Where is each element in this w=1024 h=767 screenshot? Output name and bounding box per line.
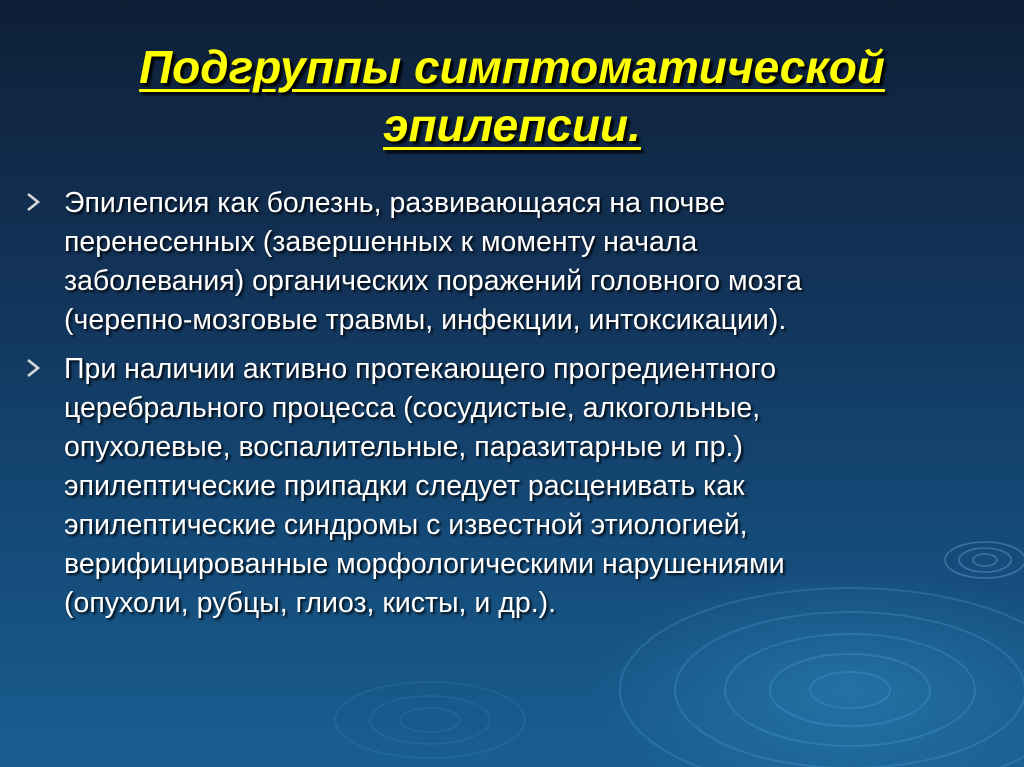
- slide-title: [40, 38, 984, 154]
- slide-title-line-2: эпилепсии.: [383, 99, 641, 151]
- bullet-item: [22, 184, 982, 340]
- bullet-list: [22, 184, 982, 633]
- chevron-right-icon: [22, 190, 46, 214]
- bullet-item: [22, 350, 982, 623]
- slide-title-line-1: Подгруппы симптоматической: [139, 41, 885, 93]
- bullet-text: Эпилепсия как болезнь, развивающаяся на почве перенесенных (завершенных к моменту начала заболевания) органических поражений головного мозга (черепно-мозговые травмы, инфекции, интоксикации).: [64, 187, 802, 336]
- chevron-right-icon: [22, 356, 46, 380]
- bullet-text: При наличии активно протекающего прогредиентного церебрального процесса (сосудистые, алкогольные, опухолевые, воспалительные, паразитарные и пр.) эпилептические припадки следует расценивать как эпилептические синдромы с известной этиологией, верифицированные морфологическими нарушениями (опухоли, рубцы, глиоз, кисты, и др.).: [64, 353, 785, 619]
